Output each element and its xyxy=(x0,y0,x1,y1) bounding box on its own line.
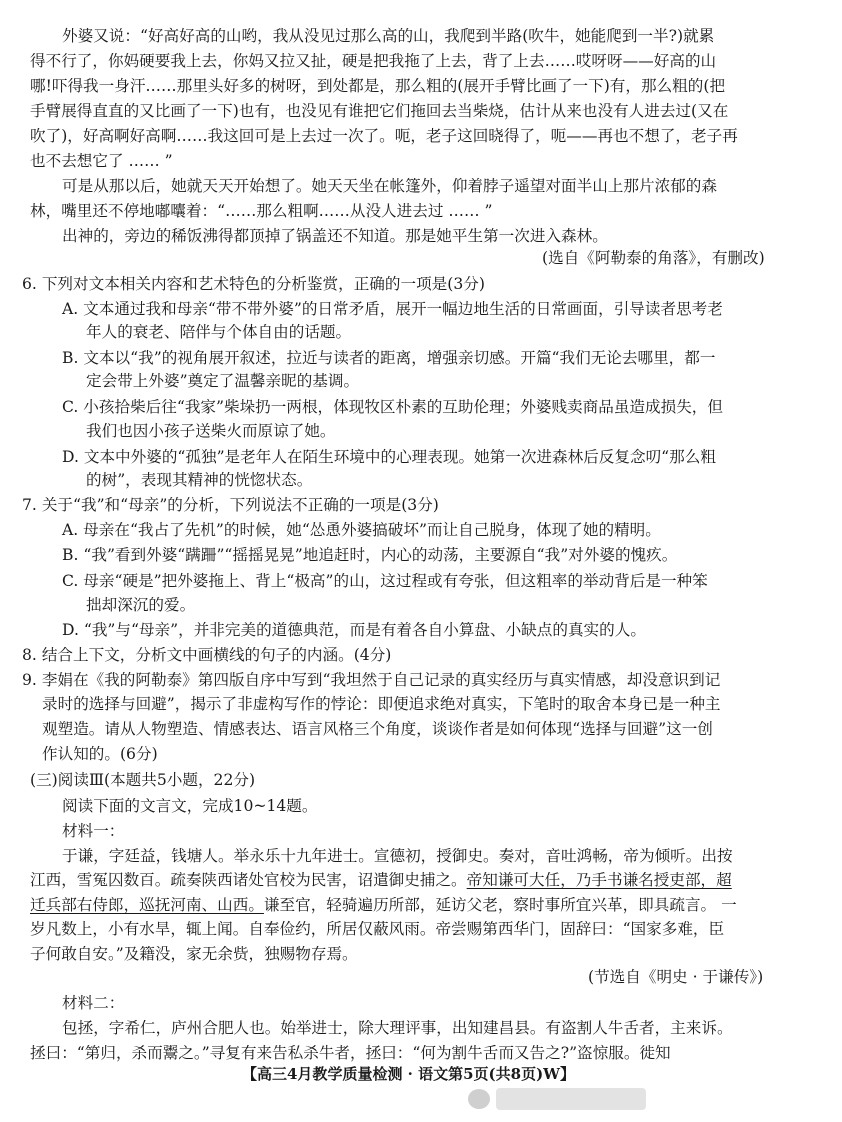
q6-option-c-line-1: C. 小孩拾柴后往“我家”柴垛扔一两根，体现牧区朴素的互助伦理；外婆贱卖商品虽造成损失，但 xyxy=(62,398,723,416)
material-1-line-2-text: 江西，雪冤囚数百。疏奏陕西诸处官校为民害，诏遣御史捕之。 xyxy=(30,871,467,889)
material-1-line-1: 于谦，字廷益，钱塘人。举永乐十九年进士。宣德初，授御史。奏对，音吐鸿畅，帝为倾听。出按 xyxy=(62,847,733,865)
material-2-line-2: 拯曰：“第归，杀而鬻之。”寻复有来告私杀牛者，拯曰：“何为割牛舌而又告之?”盗惊服。徙知 xyxy=(30,1044,671,1062)
page-footer: 【高三4月教学质量检测 · 语文第5页(共8页)W】 xyxy=(242,1065,576,1083)
material-1-line-3-text: 谦至官，轻骑遍历所部，延访父老，察时事所宜兴革，即具疏言。 一 xyxy=(263,896,737,914)
passage-line-7: 可是从那以后，她就天天开始想了。她天天坐在帐篷外，仰着脖子遥望对面半山上那片浓郁的森 xyxy=(62,177,717,195)
q9-line-4: 作认知的。(6分) xyxy=(42,745,158,763)
q9-line-3: 观塑造。请从人物塑造、情感表达、语言风格三个角度，谈谈作者是如何体现“选择与回避”这一创 xyxy=(42,720,713,738)
passage-line-9: 出神的，旁边的稀饭沸得都顶掉了锅盖还不知道。那是她平生第一次进入森林。 xyxy=(62,227,608,245)
material-1-line-5: 子何敢自安。”及籍没，家无余赀，独赐物存焉。 xyxy=(30,945,358,963)
q9-line-1: 9. 李娟在《我的阿勒泰》第四版自序中写到“我坦然于自己记录的真实经历与真实情感，却没意识到记 xyxy=(22,671,721,689)
q7-option-d: D. “我”与“母亲”，并非完美的道德典范，而是有着各自小算盘、小缺点的真实的人。 xyxy=(62,621,646,639)
material-1-line-4: 岁凡数上，小有水旱，辄上闻。自奉俭约，所居仅蔽风雨。帝尝赐第西华门，固辞曰：“国家多难，臣 xyxy=(30,920,725,938)
q6-option-c-line-2: 我们也因小孩子送柴火而原谅了她。 xyxy=(86,422,336,440)
section-3-heading: (三)阅读Ⅲ(本题共5小题，22分) xyxy=(30,771,256,789)
passage-line-3: 哪!吓得我一身汗……那里头好多的树呀，到处都是，那么粗的(展开手臂比画了一下)有，那么粗的(把 xyxy=(30,77,726,95)
q6-option-a-line-2: 年人的衰老、陪伴与个体自由的话题。 xyxy=(86,323,352,341)
material-2-label: 材料二： xyxy=(62,994,125,1012)
passage-line-2: 得不行了，你妈硬要我上去，你妈又拉又扯，硬是把我拖了上去，背了上去……哎呀呀——好高的山 xyxy=(30,52,717,70)
material-1-source: (节选自《明史 · 于谦传》) xyxy=(588,968,764,986)
material-1-line-3 xyxy=(30,895,737,915)
passage-line-1: 外婆又说：“好高好高的山哟，我从没见过那么高的山，我爬到半路(吹牛，她能爬到一半?)就累 xyxy=(62,27,715,45)
passage-line-8: 林，嘴里还不停地嘟囔着：“……那么粗啊……从没人进去过 …… ” xyxy=(30,202,493,220)
q8-stem: 8. 结合上下文，分析文中画横线的句子的内涵。(4分) xyxy=(22,646,392,664)
q6-option-d-line-1: D. 文本中外婆的“孤独”是老年人在陌生环境中的心理表现。她第一次进森林后反复念叨“那么粗 xyxy=(62,448,716,466)
q6-option-a-line-1: A. 文本通过我和母亲“带不带外婆”的日常矛盾，展开一幅边地生活的日常画面，引导读者思考老 xyxy=(62,300,723,318)
q7-option-c-line-2: 拙却深沉的爱。 xyxy=(86,596,196,614)
watermark xyxy=(468,1084,658,1114)
q6-stem: 6. 下列对文本相关内容和艺术特色的分析鉴赏，正确的一项是(3分) xyxy=(22,275,485,293)
q9-line-2: 录时的选择与回避”，揭示了非虚构写作的悖论：即便追求绝对真实，下笔时的取舍本身已是一种主 xyxy=(42,695,721,713)
passage-source: (选自《阿勒泰的角落》，有删改) xyxy=(542,249,765,267)
passage-line-5: 吹了)，好高啊好高啊……我这回可是上去过一次了。呃，老子这回晓得了，呃——再也不想了，老子再 xyxy=(30,127,738,145)
underlined-sentence-part-2: 迁兵部右侍郎，巡抚河南、山西。 xyxy=(30,896,264,914)
passage-line-6: 也不去想它了 …… ” xyxy=(30,152,173,170)
watermark-logo-icon xyxy=(468,1089,490,1109)
material-1-label: 材料一： xyxy=(62,822,125,840)
passage-line-4: 手臂展得直直的又比画了一下)也有，也没见有谁把它们拖回去当柴烧，估计从来也没有人进去过(又在 xyxy=(30,102,729,120)
q7-stem: 7. 关于“我”和“母亲”的分析，下列说法不正确的一项是(3分) xyxy=(22,496,439,514)
underlined-sentence-part-1: 帝知谦可大任，乃手书谦名授吏部，超 xyxy=(466,871,732,889)
q7-option-a: A. 母亲在“我占了先机”的时候，她“怂恿外婆搞破坏”而让自己脱身，体现了她的精明。 xyxy=(62,521,661,539)
q6-option-b-line-2: 定会带上外婆”奠定了温馨亲昵的基调。 xyxy=(86,372,360,390)
q7-option-b: B. “我”看到外婆“蹒跚”“摇摇晃晃”地追赶时，内心的动荡，主要源自“我”对外婆的愧疚。 xyxy=(62,546,678,564)
material-1-line-2 xyxy=(30,870,732,890)
q6-option-d-line-2: 的树”，表现其精神的恍惚状态。 xyxy=(86,471,313,489)
watermark-text-blur xyxy=(496,1088,646,1110)
section-3-intro: 阅读下面的文言文，完成10~14题。 xyxy=(62,797,318,815)
q7-option-c-line-1: C. 母亲“硬是”把外婆拖上、背上“极高”的山，这过程或有夸张，但这粗率的举动背后是一种笨 xyxy=(62,572,708,590)
material-2-line-1: 包拯，字希仁，庐州合肥人也。始举进士，除大理评事，出知建昌县。有盗割人牛舌者，主来诉。 xyxy=(62,1019,733,1037)
q6-option-b-line-1: B. 文本以“我”的视角展开叙述，拉近与读者的距离，增强亲切感。开篇“我们无论去哪里，都一 xyxy=(62,349,716,367)
